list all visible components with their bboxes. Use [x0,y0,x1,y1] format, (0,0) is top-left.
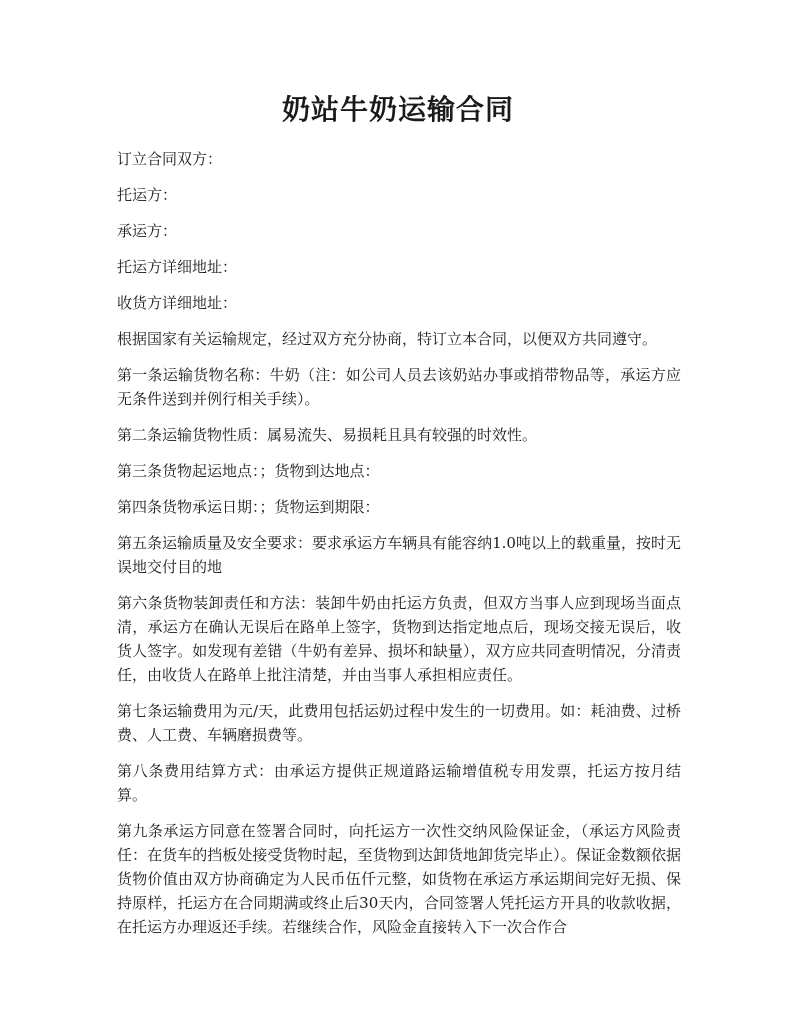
article-9-paragraph: 第九条承运方同意在签署合同时，向托运方一次性交纳风险保证金，（承运方风险责任：在货车的挡板处接受货物时起，至货物到达卸货地卸货完毕止）。保证金数额依据货物价值由双方协商确定为人民币伍仟元整，如货物在承运方承运期间完好无损、保持原样，托运方在合同期满或终止后30天内，合同签署人凭托运方开具的收款收据，在托运方办理返还手续。若继续合作，风险金直接转入下一次合作合 [117,822,681,936]
article-6-paragraph: 第六条货物装卸责任和方法：装卸牛奶由托运方负责，但双方当事人应到现场当面点清，承运方在确认无误后在路单上签字，货物到达指定地点后，现场交接无误后，收货人签字。如发现有差错（牛奶有差异、损坏和缺量），双方应共同查明情况，分清责任，由收货人在路单上批注清楚，并由当事人承担相应责任。 [117,594,681,684]
article-3-paragraph: 第三条货物起运地点：；货物到达地点： [117,462,380,480]
article-8-paragraph: 第八条费用结算方式：由承运方提供正规道路运输增值税专用发票，托运方按月结算。 [117,762,681,804]
carrier-field: 承运方： [117,222,178,240]
article-4-paragraph: 第四条货物承运日期：；货物运到期限： [117,498,380,516]
article-1-paragraph: 第一条运输货物名称：牛奶（注：如公司人员去该奶站办事或捎带物品等，承运方应无条件送到并例行相关手续）。 [117,366,681,408]
preamble-paragraph: 根据国家有关运输规定，经过双方充分协商，特订立本合同，以便双方共同遵守。 [117,330,658,348]
contract-parties-label: 订立合同双方： [117,150,223,168]
document-body [117,147,681,951]
article-5-paragraph: 第五条运输质量及安全要求：要求承运方车辆具有能容纳1.0吨以上的载重量，按时无误地交付目的地 [117,534,681,576]
article-7-paragraph: 第七条运输费用为元/天，此费用包括运奶过程中发生的一切费用。如：耗油费、过桥费、人工费、车辆磨损费等。 [117,702,681,744]
document-title: 奶站牛奶运输合同 [281,93,514,126]
shipper-address-field: 托运方详细地址： [117,258,238,276]
article-2-paragraph: 第二条运输货物性质：属易流失、易损耗且具有较强的时效性。 [117,426,538,444]
shipper-field: 托运方： [117,186,178,204]
consignee-address-field: 收货方详细地址： [117,294,238,312]
